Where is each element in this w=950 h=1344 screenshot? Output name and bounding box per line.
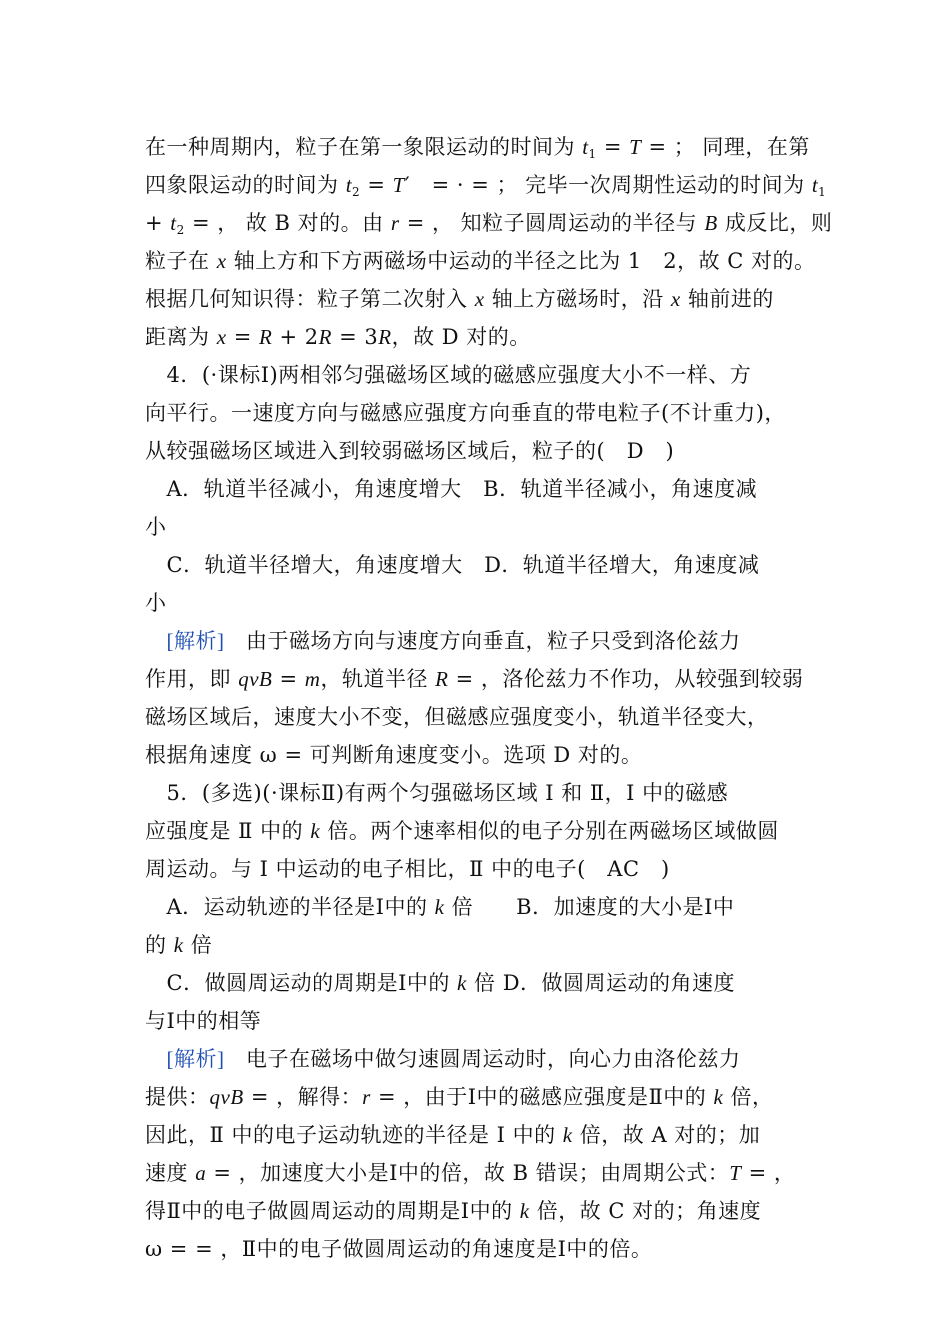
subscript: 1: [818, 185, 827, 199]
text-run: [145, 1047, 167, 1071]
math-var: k: [457, 971, 467, 995]
text-line: [145, 247, 816, 275]
text-line: [145, 627, 810, 655]
text-run: 小: [145, 515, 167, 539]
text-run: C．轨道半径增大，角速度增大 D．轨道半径增大，角速度减: [145, 553, 760, 577]
text-run: 4．(·课标Ⅰ)两相邻匀强磁场区域的磁感应强度大小不一样、方: [145, 363, 752, 387]
text-line: [145, 893, 810, 921]
text-run: 四象限运动的时间为: [145, 173, 346, 197]
text-run: 提供：: [145, 1085, 210, 1109]
text-run: 的: [145, 933, 174, 957]
text-run: =: [226, 325, 259, 349]
math-var: x: [216, 249, 227, 273]
text-run: [145, 629, 167, 653]
text-line: [145, 1083, 810, 1111]
text-line: [145, 1197, 810, 1225]
math-var: m: [304, 667, 321, 691]
text-line: [145, 475, 810, 503]
text-run: = ，洛伦兹力不作功，从较强到较弱: [448, 667, 804, 691]
math-var: B: [704, 211, 718, 235]
text-line: [145, 437, 810, 465]
text-line: [145, 323, 810, 351]
text-line: [145, 513, 810, 541]
text-run: 应强度是 Ⅱ 中的: [145, 819, 311, 843]
text-line: [145, 665, 810, 693]
text-line: [145, 703, 810, 731]
subscript: 2: [176, 223, 185, 237]
text-line: [145, 551, 810, 579]
text-line: [145, 1235, 810, 1263]
text-line: [145, 741, 810, 769]
text-run: 倍，: [723, 1085, 774, 1109]
math-var: x: [670, 287, 681, 311]
text-run: ω = = ，Ⅱ中的电子做圆周运动的角速度是Ⅰ中的倍。: [145, 1237, 653, 1261]
math-var: R: [378, 325, 392, 349]
text-line: [145, 361, 810, 389]
text-run: 由于磁场方向与速度方向垂直，粒子只受到洛伦兹力: [224, 629, 741, 653]
text-run: 得Ⅱ中的电子做圆周运动的周期是Ⅰ中的: [145, 1199, 520, 1223]
text-run: 距离为: [145, 325, 217, 349]
text-run: ，故 D 对的。: [391, 325, 531, 349]
text-run: 成反比，则: [717, 211, 833, 235]
text-run: 倍，故 A 对的；加: [572, 1123, 761, 1147]
text-run: 向平行。一速度方向与磁感应强度方向垂直的带电粒子(不计重力)，: [145, 401, 786, 425]
text-line: [145, 931, 810, 959]
text-run: = ，: [741, 1161, 796, 1185]
math-var: T: [729, 1161, 742, 1185]
text-run: 根据角速度 ω = 可判断角速度变小。选项 D 对的。: [145, 743, 643, 767]
text-run: 从较强磁场区域进入到较弱磁场区域后，粒子的( D ): [145, 439, 675, 463]
text-run: 速度: [145, 1161, 196, 1185]
math-var: x: [216, 325, 227, 349]
text-run: 轴上方和下方两磁场中运动的半径之比为 1 2，故 C 对的。: [226, 249, 816, 273]
text-run: = ，加速度大小是Ⅰ中的倍，故 B 错误；由周期公式：: [206, 1161, 730, 1185]
text-line: [145, 171, 827, 199]
text-line: [145, 1007, 810, 1035]
text-run: 根据几何知识得：粒子第二次射入: [145, 287, 475, 311]
math-var: T: [629, 135, 642, 159]
text-run: C．做圆周运动的周期是Ⅰ中的: [145, 971, 458, 995]
text-run: = ； 同理，在第: [641, 135, 810, 159]
text-run: 周运动。与 Ⅰ 中运动的电子相比，Ⅱ 中的电子( AC ): [145, 857, 670, 881]
text-run: 磁场区域后，速度大小不变，但磁感应强度变小，轨道半径变大，: [145, 705, 769, 729]
text-run: 电子在磁场中做匀速圆周运动时，向心力由洛伦兹力: [224, 1047, 741, 1071]
text-run: = 3: [331, 325, 379, 349]
math-var: x: [474, 287, 485, 311]
text-run: 轴前进的: [680, 287, 774, 311]
math-var: qvB: [238, 667, 273, 691]
analysis-tag: [解析]: [166, 629, 225, 653]
math-var: T: [392, 173, 405, 197]
text-line: [145, 209, 833, 237]
text-run: A．运动轨迹的半径是Ⅰ中的: [145, 895, 435, 919]
text-run: 因此，Ⅱ 中的电子运动轨迹的半径是 Ⅰ 中的: [145, 1123, 563, 1147]
text-run: 在一种周期内，粒子在第一象限运动的时间为: [145, 135, 583, 159]
text-run: 与Ⅰ中的相等: [145, 1009, 262, 1033]
text-run: = ，解得：: [243, 1085, 363, 1109]
text-line: [145, 817, 810, 845]
text-line: [145, 399, 810, 427]
math-var: k: [310, 819, 321, 843]
subscript: 1: [588, 147, 597, 161]
text-run: A．轨道半径减小，角速度增大 B．轨道半径减小，角速度减: [145, 477, 758, 501]
math-var: t: [582, 135, 589, 159]
text-run: + 2: [272, 325, 319, 349]
text-line: [145, 1159, 810, 1187]
text-line: [145, 133, 810, 161]
text-line: [145, 855, 810, 883]
text-line: [145, 589, 810, 617]
text-line: [145, 969, 810, 997]
text-run: ′ = · = ； 完毕一次周期性运动的时间为: [404, 173, 812, 197]
math-var: k: [519, 1199, 530, 1223]
text-line: [145, 1121, 810, 1149]
text-run: =: [272, 667, 305, 691]
text-line: [145, 1045, 810, 1073]
math-var: r: [390, 211, 400, 235]
subscript: 2: [352, 185, 361, 199]
math-var: R: [318, 325, 332, 349]
math-var: k: [434, 895, 445, 919]
text-run: = ， 知粒子圆周运动的半径与: [399, 211, 705, 235]
text-run: =: [360, 173, 393, 197]
text-line: [145, 779, 810, 807]
math-var: r: [362, 1085, 371, 1109]
text-run: 5．(多选)(·课标Ⅱ)有两个匀强磁场区域 Ⅰ 和 Ⅱ，Ⅰ 中的磁感: [145, 781, 729, 805]
text-run: =: [596, 135, 630, 159]
math-var: R: [435, 667, 449, 691]
text-run: 小: [145, 591, 167, 615]
text-run: 倍。两个速率相似的电子分别在两磁场区域做圆: [320, 819, 779, 843]
math-var: k: [562, 1123, 573, 1147]
text-run: = ， 故 B 对的。由: [184, 211, 391, 235]
text-run: ，轨道半径: [320, 667, 436, 691]
text-run: 倍 D．做圆周运动的角速度: [466, 971, 736, 995]
text-run: 倍 B．加速度的大小是Ⅰ中: [444, 895, 735, 919]
math-var: qvB: [209, 1085, 244, 1109]
math-var: a: [195, 1161, 207, 1185]
text-run: 倍: [183, 933, 213, 957]
text-run: 粒子在: [145, 249, 217, 273]
analysis-tag: [解析]: [166, 1047, 225, 1071]
math-var: t: [170, 211, 177, 235]
text-run: 轴上方磁场时，沿: [484, 287, 671, 311]
text-run: 倍，故 C 对的；角速度: [529, 1199, 762, 1223]
text-run: 作用，即: [145, 667, 239, 691]
math-var: k: [713, 1085, 724, 1109]
math-var: t: [811, 173, 819, 197]
text-run: = ，由于Ⅰ中的磁感应强度是Ⅱ中的: [370, 1085, 714, 1109]
text-run: +: [145, 211, 171, 235]
math-var: R: [258, 325, 273, 349]
math-var: k: [173, 933, 184, 957]
text-line: [145, 285, 810, 313]
math-var: t: [345, 173, 353, 197]
